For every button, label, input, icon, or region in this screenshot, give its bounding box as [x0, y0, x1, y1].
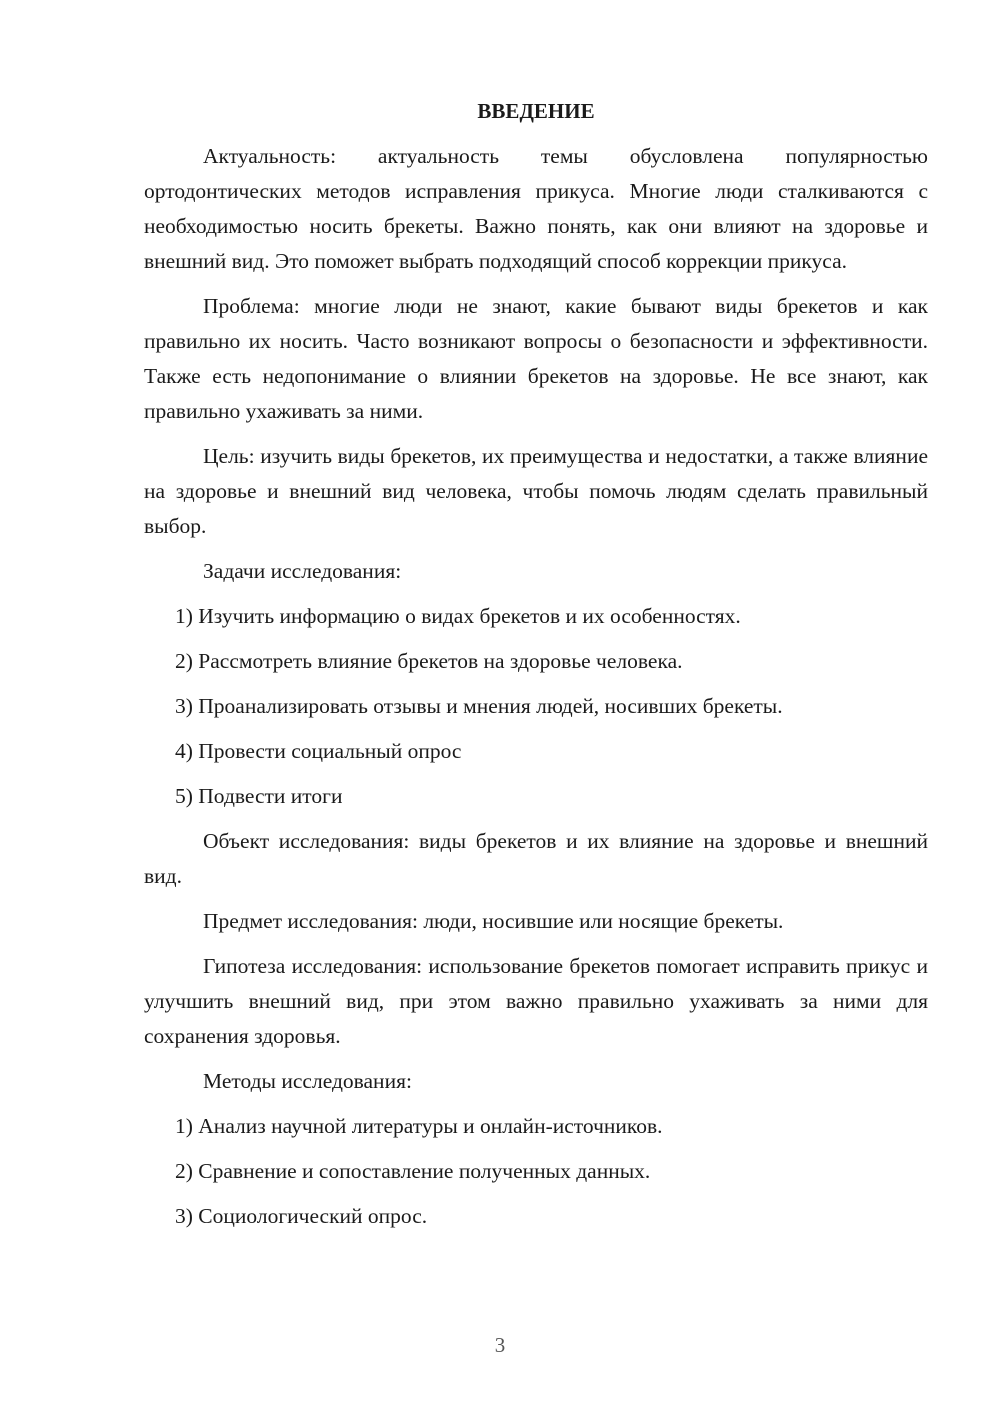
task-item: 3) Проанализировать отзывы и мнения людей, носивших брекеты. [175, 694, 783, 718]
object-paragraph: Объект исследования: виды брекетов и их влияние на здоровье и внешний вид. [144, 829, 928, 888]
task-item: 1) Изучить информацию о видах брекетов и их особенностях. [175, 604, 741, 628]
page-number: 3 [494, 1333, 506, 1357]
method-item: 3) Социологический опрос. [175, 1204, 428, 1228]
method-item: 1) Анализ научной литературы и онлайн-источников. [175, 1114, 663, 1138]
subject-paragraph: Предмет исследования: люди, носившие или носящие брекеты. [203, 909, 784, 933]
relevance-paragraph: Актуальность: актуальность темы обусловлена популярностью ортодонтических методов исправления прикуса. Многие люди сталкиваются с необходимостью носить брекеты. Важно понять, как они влияют на здоровье и внешний вид. Это поможет выбрать подходящий способ коррекции прикуса. [144, 144, 928, 273]
tasks-title: Задачи исследования: [203, 559, 402, 583]
goal-paragraph: Цель: изучить виды брекетов, их преимущества и недостатки, а также влияние на здоровье и внешний вид человека, чтобы помочь людям сделать правильный выбор. [144, 444, 928, 538]
hypothesis-paragraph: Гипотеза исследования: использование брекетов помогает исправить прикус и улучшить внешний вид, при этом важно правильно ухаживать за ними для сохранения здоровья. [144, 954, 928, 1048]
problem-paragraph: Проблема: многие люди не знают, какие бывают виды брекетов и как правильно их носить. Часто возникают вопросы о безопасности и эффективности. Также есть недопонимание о влиянии брекетов на здоровье. Не все знают, как правильно ухаживать за ними. [144, 294, 928, 423]
section-heading: ВВЕДЕНИЕ [477, 99, 595, 123]
methods-title: Методы исследования: [203, 1069, 412, 1093]
method-item: 2) Сравнение и сопоставление полученных данных. [175, 1159, 651, 1183]
task-item: 2) Рассмотреть влияние брекетов на здоровье человека. [175, 649, 683, 673]
task-item: 5) Подвести итоги [175, 784, 343, 808]
task-item: 4) Провести социальный опрос [175, 739, 462, 763]
document-page [144, 96, 928, 1244]
